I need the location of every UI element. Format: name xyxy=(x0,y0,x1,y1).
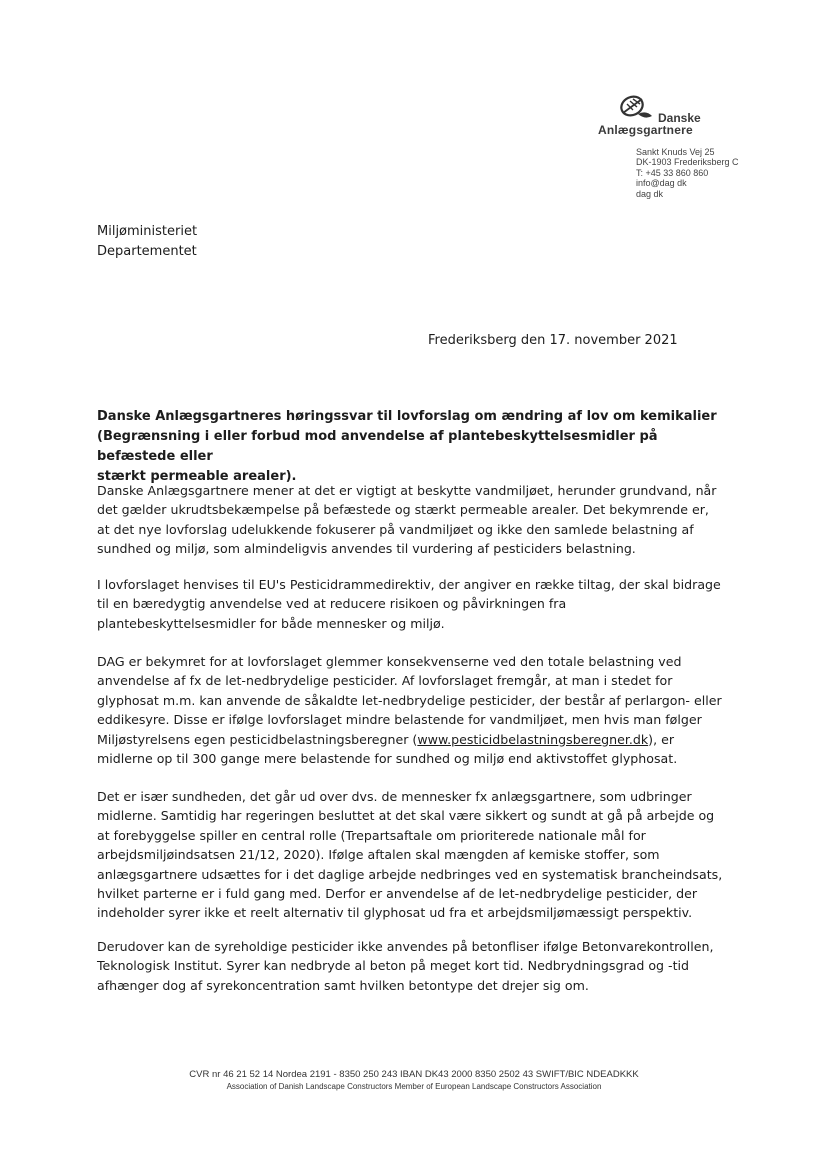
paragraph-line: indeholder syrer ikke et reelt alternativ til glyphosat ud fra et arbejdsmiljømæssigt perspektiv. xyxy=(97,905,693,921)
company-logo xyxy=(596,94,736,140)
paragraph-line: Teknologisk Institut. Syrer kan nedbryde al beton på meget kort tid. Nedbrydningsgrad og -tid xyxy=(97,958,690,974)
subject-line2: (Begrænsning i eller forbud mod anvendelse af plantebeskyttelsesmidler på befæstede eller xyxy=(97,429,658,464)
recipient-block xyxy=(97,222,197,262)
paragraph-line: sundhed og miljø, som almindeligvis anvendes til vurdering af pesticiders belastning. xyxy=(97,541,636,557)
subject-line3: stærkt permeable arealer). xyxy=(97,469,297,484)
letter-subject xyxy=(97,407,737,487)
paragraph-line xyxy=(97,730,741,749)
paragraph-4 xyxy=(97,787,741,923)
paragraph-line: Danske Anlægsgartnere mener at det er vigtigt at beskytte vandmiljøet, herunder grundvand, når xyxy=(97,483,717,498)
paragraph-line: afhænger dog af syrekoncentration samt hvilken betontype det drejer sig om. xyxy=(97,977,589,993)
paragraph-line: til en bæredygtig anvendelse ved at reducere risikoen og påvirkningen fra xyxy=(97,596,567,612)
paragraph-2 xyxy=(97,575,741,633)
paragraph-line: plantebeskyttelsesmidler for både mennesker og miljø. xyxy=(97,615,445,631)
paragraph-line: midlerne op til 300 gange mere belastende for sundhed og miljø end aktivstoffet glyphosat. xyxy=(97,751,678,767)
paragraph-line: midlerne. Samtidig har regeringen besluttet at det skal være sikkert og sundt at gå på arbejde og xyxy=(97,808,715,824)
address-email: info@dag dk xyxy=(636,178,687,189)
paragraph-line: I lovforslaget henvises til EU's Pesticidrammedirektiv, der angiver en række tiltag, der skal bidrage xyxy=(97,577,721,592)
address-city: DK-1903 Frederiksberg C xyxy=(636,157,739,168)
footer-association: Association of Danish Landscape Constructors Member of European Landscape Constructors Association xyxy=(226,1082,602,1091)
paragraph-text: Miljøstyrelsens egen pesticidbelastningsberegner ( xyxy=(97,731,418,747)
subject-line1: Danske Anlægsgartneres høringssvar til lovforslag om ændring af lov om kemikalier xyxy=(97,409,717,424)
paragraph-text: ), er xyxy=(648,731,675,747)
paragraph-1 xyxy=(97,481,741,559)
paragraph-line: Derudover kan de syreholdige pesticider ikke anvendes på betonfliser ifølge Betonvarekontrollen, xyxy=(97,939,714,954)
paragraph-3 xyxy=(97,652,741,768)
paragraph-line: eddikesyre. Disse er ifølge lovforslaget mindre belastende for vandmiljøet, men hvis man følger xyxy=(97,712,702,728)
paragraph-5 xyxy=(97,937,741,995)
paragraph-line: at det nye lovforslag udelukkende fokuserer på vandmiljøet og ikke den samlede belastning af xyxy=(97,521,694,537)
paragraph-line: det gælder ukrudtsbekæmpelse på befæstede og stærkt permeable arealer. Det bekymrende er, xyxy=(97,502,709,518)
paragraph-line: arbejdsmiljøindsatsen 21/12, 2020). Ifølge aftalen skal mængden af kemiske stoffer, som xyxy=(97,847,660,863)
address-phone: T: +45 33 860 860 xyxy=(636,167,709,178)
letter-date: Frederiksberg den 17. november 2021 xyxy=(428,333,678,348)
calculator-link[interactable]: www.pesticidbelastningsberegner.dk xyxy=(417,731,649,747)
paragraph-line: DAG er bekymret for at lovforslaget glemmer konsekvenserne ved den totale belastning ved xyxy=(97,654,682,669)
paragraph-line: anlægsgartnere udsættes for i det daglige arbejde nedbringes ved en systematisk brancheindsats, xyxy=(97,866,723,882)
address-web: dag dk xyxy=(636,188,664,199)
recipient-line2: Departementet xyxy=(97,244,197,259)
paragraph-line: hvilket parterne er i fuld gang med. Derfor er anvendelse af de let-nedbrydelige pesticider, der xyxy=(97,886,698,902)
paragraph-line: anvendelse af fx de let-nedbrydelige pesticider. Af lovforslaget fremgår, at man i stedet for xyxy=(97,673,673,689)
footer-bank-details: CVR nr 46 21 52 14 Nordea 2191 - 8350 250 243 IBAN DK43 2000 8350 2502 43 SWIFT/BIC NDEADKKK xyxy=(189,1069,639,1080)
recipient-line1: Miljøministeriet xyxy=(97,224,198,239)
paragraph-line: at forebyggelse spiller en central rolle (Trepartsaftale om prioriterede nationale mål for xyxy=(97,827,646,843)
sender-address xyxy=(636,147,739,199)
paragraph-line: glyphosat m.m. kan anvende de såkaldte let-nedbrydelige pesticider, der består af perlargon- eller xyxy=(97,692,722,708)
logo-text-line1: Danske xyxy=(658,111,701,125)
paragraph-line: Det er især sundheden, det går ud over dvs. de mennesker fx anlægsgartnere, som udbringer xyxy=(97,789,692,804)
logo-text-line2: Anlægsgartnere xyxy=(598,123,693,137)
address-street: Sankt Knuds Vej 25 xyxy=(636,147,715,157)
leaf-logo-icon xyxy=(618,94,654,120)
